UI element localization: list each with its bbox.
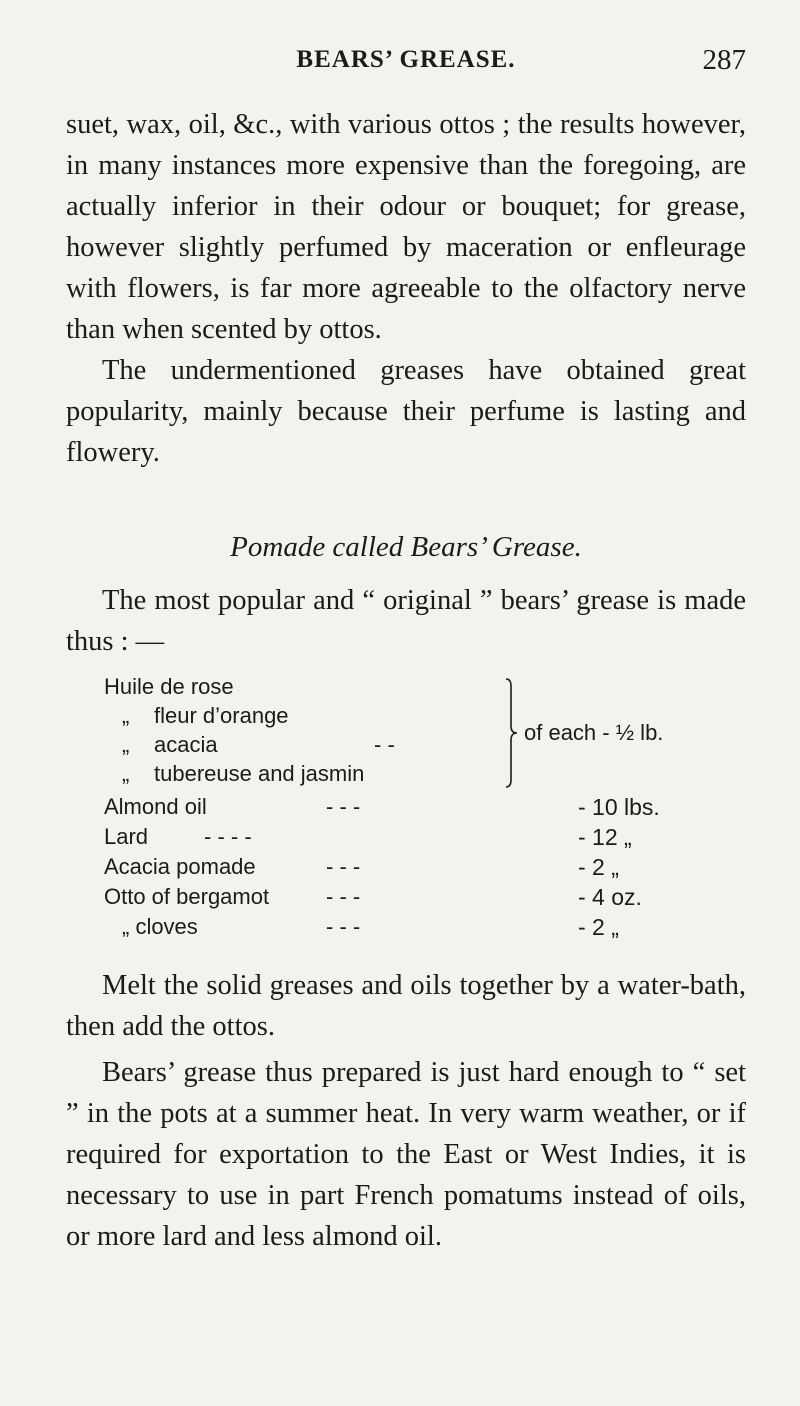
paragraph-recipe-intro: The most popular and “ original ” bears’ grease is made thus : — — [66, 585, 746, 657]
ingredient-label: Otto of bergamot — [104, 884, 270, 909]
ingredient-quantity: - 4 oz. — [578, 884, 642, 910]
ingredient-quantity: - 12 „ — [578, 824, 632, 850]
recipe-row — [104, 824, 754, 854]
paragraph-intro: suet, wax, oil, &c., with various ottos ; the results however, in many instances more expensive than the foregoing, are actually inferior in their odour or bouquet; for grease, however slightly perfumed by maceration or enfleurage with flowers, is far more agreeable to the olfactory nerve than when scented by ottos. — [66, 109, 746, 345]
ingredient-label: Lard — [104, 824, 149, 849]
ditto-mark: „ — [122, 703, 130, 728]
section-heading: Pomade called Bears’ Grease. — [230, 531, 582, 563]
ditto-mark: „ — [122, 732, 130, 757]
recipe-row — [104, 854, 754, 884]
leader-dashes: - - - — [326, 794, 361, 819]
ingredient-quantity: - 10 lbs. — [578, 794, 660, 820]
leader-dashes: - - — [374, 732, 395, 757]
group-quantity: of each - ½ lb. — [524, 720, 664, 745]
ingredient-label: Almond oil — [104, 794, 207, 819]
paragraph-method: Melt the solid greases and oils together by a water-bath, then add the ottos. — [66, 970, 746, 1042]
running-title: BEARS’ GREASE. — [296, 46, 516, 73]
ditto-mark: „ — [122, 761, 130, 786]
right-brace — [504, 678, 518, 788]
running-head — [66, 36, 746, 84]
ingredient-label: acacia — [154, 732, 218, 757]
ingredient-label: „ cloves — [122, 914, 198, 939]
leader-dashes: - - - — [326, 854, 361, 879]
leader-dashes: - - - - — [204, 824, 252, 849]
recipe-row — [104, 794, 754, 824]
ingredient-label: Acacia pomade — [104, 854, 256, 879]
page-number: 287 — [702, 44, 746, 76]
ingredient-quantity: - 2 „ — [578, 914, 619, 940]
leader-dashes: - - - — [326, 884, 361, 909]
ingredient-label: tubereuse and jasmin — [154, 761, 365, 786]
ingredient-quantity: - 2 „ — [578, 854, 619, 880]
recipe-row — [104, 914, 754, 944]
recipe-row — [104, 884, 754, 914]
paragraph-popularity: The undermentioned greases have obtained great popularity, mainly because their perfume is lasting and flowery. — [66, 355, 746, 468]
recipe-group-row — [104, 674, 754, 704]
ingredient-label: fleur d’orange — [154, 703, 289, 728]
paragraph-notes: Bears’ grease thus prepared is just hard enough to “ set ” in the pots at a summer heat. In very warm weather, or if required for exportation to the East or West Indies, it is necessary to use in part French pomatums instead of oils, or more lard and less almond oil. — [66, 1057, 746, 1252]
ingredient-label: Huile de rose — [104, 674, 234, 699]
recipe-group-row — [104, 761, 754, 791]
leader-dashes: - - - — [326, 914, 361, 939]
